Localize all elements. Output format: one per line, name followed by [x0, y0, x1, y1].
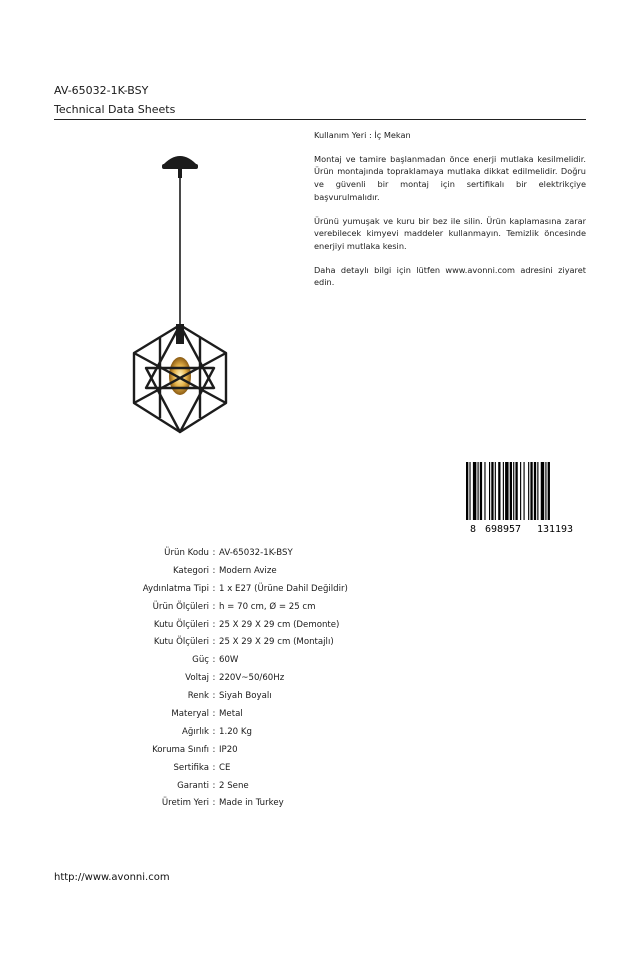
spec-value: AV-65032-1K-BSY	[219, 547, 293, 558]
spec-label: Güç	[192, 655, 209, 666]
spec-label: Ağırlık	[181, 726, 209, 737]
spec-row	[50, 777, 450, 795]
spec-separator: :	[212, 655, 216, 666]
spec-row	[50, 794, 450, 812]
spec-separator: :	[212, 708, 216, 719]
spec-value: 25 X 29 X 29 cm (Demonte)	[219, 619, 340, 630]
spec-separator: :	[212, 780, 216, 791]
spec-label: Aydınlatma Tipi	[142, 583, 209, 594]
barcode-bar	[515, 462, 517, 520]
spec-row	[50, 633, 450, 651]
spec-value: 1.20 Kg	[219, 726, 252, 737]
info-note: Daha detaylı bilgi için lütfen www.avonni.com adresini ziyaret edin.	[314, 264, 586, 288]
spec-value: 60W	[219, 655, 239, 666]
barcode-bar	[489, 462, 490, 520]
barcode-bar	[495, 462, 496, 520]
spec-separator: :	[212, 547, 216, 558]
spec-label: Renk	[187, 691, 209, 702]
barcode-bar	[484, 462, 485, 520]
barcode-bar	[530, 462, 532, 520]
barcode-bar	[469, 462, 470, 520]
barcode-bar	[498, 462, 500, 520]
spec-table	[50, 544, 450, 812]
spec-separator: :	[212, 619, 216, 630]
barcode-bar	[491, 462, 493, 520]
barcode-bar	[503, 462, 504, 520]
spec-row	[50, 669, 450, 687]
barcode-bar	[473, 462, 476, 520]
barcode-bar	[505, 462, 508, 520]
spec-value: Modern Avize	[219, 565, 277, 576]
barcode-bar	[520, 462, 521, 520]
spec-row	[50, 723, 450, 741]
spec-row	[50, 562, 450, 580]
spec-label: Koruma Sınıfı	[152, 744, 209, 755]
document-subtitle: Technical Data Sheets	[54, 103, 176, 116]
barcode-bar	[513, 462, 514, 520]
spec-row	[50, 651, 450, 669]
product-code-title: AV-65032-1K-BSY	[54, 84, 149, 97]
spec-label: Garanti	[177, 780, 209, 791]
spec-separator: :	[212, 565, 216, 576]
website-link[interactable]: http://www.avonni.com	[54, 872, 170, 883]
usage-location: Kullanım Yeri : İç Mekan	[314, 130, 411, 140]
spec-value: 1 x E27 (Ürüne Dahil Değildir)	[219, 583, 348, 594]
spec-value: 2 Sene	[219, 780, 249, 791]
spec-label: Ürün Kodu	[164, 547, 209, 558]
spec-row	[50, 616, 450, 634]
barcode-digits-right: 131193	[536, 524, 574, 534]
spec-row	[50, 705, 450, 723]
spec-separator: :	[212, 583, 216, 594]
spec-value: 25 X 29 X 29 cm (Montajlı)	[219, 637, 334, 648]
spec-separator: :	[212, 691, 216, 702]
spec-label: Kategori	[172, 565, 209, 576]
spec-value: Metal	[219, 708, 243, 719]
barcode-digit-first: 8	[470, 524, 477, 534]
usage-notes	[314, 129, 586, 289]
barcode-bar	[548, 462, 550, 520]
barcode-bar	[524, 462, 525, 520]
spec-label: Üretim Yeri	[161, 798, 209, 809]
barcode-digits-left: 698957	[484, 524, 522, 534]
spec-value: Made in Turkey	[219, 798, 284, 809]
spec-value: IP20	[219, 744, 238, 755]
barcode-bar	[510, 462, 512, 520]
spec-row	[50, 741, 450, 759]
barcode-bar	[466, 462, 468, 520]
spec-row	[50, 580, 450, 598]
spec-label: Ürün Ölçüleri	[152, 601, 209, 612]
spec-label: Kutu Ölçüleri	[153, 619, 209, 630]
spec-value: CE	[219, 762, 231, 773]
spec-label: Voltaj	[185, 673, 209, 684]
product-lamp-image	[120, 148, 240, 438]
spec-value: h = 70 cm, Ø = 25 cm	[219, 601, 316, 612]
product-barcode	[465, 462, 587, 534]
cleaning-note: Ürünü yumuşak ve kuru bir bez ile silin. Ürün kaplamasına zarar verebilecek kimyevi maddeler kullanmayın. Temizlik öncesinde enerjiyi mutlaka kesin.	[314, 215, 586, 251]
spec-label: Materyal	[171, 708, 209, 719]
spec-value: Siyah Boyalı	[219, 691, 272, 702]
barcode-bar	[541, 462, 544, 520]
barcode-bar	[537, 462, 538, 520]
spec-value: 220V~50/60Hz	[219, 673, 285, 684]
barcode-bar	[478, 462, 479, 520]
spec-separator: :	[212, 762, 216, 773]
spec-separator: :	[212, 601, 216, 612]
spec-separator: :	[212, 637, 216, 648]
spec-separator: :	[212, 673, 216, 684]
spec-row	[50, 598, 450, 616]
spec-separator: :	[212, 798, 216, 809]
spec-label: Sertifika	[173, 762, 209, 773]
barcode-bar	[480, 462, 482, 520]
safety-note: Montaj ve tamire başlanmadan önce enerji mutlaka kesilmelidir. Ürün montajında topraklamaya mutlaka dikkat edilmelidir. Doğru ve güvenli bir montaj için sertifikalı bir elektrikçiye başvurulmalıdır.	[314, 153, 586, 202]
spec-label: Kutu Ölçüleri	[153, 637, 209, 648]
spec-separator: :	[212, 726, 216, 737]
spec-separator: :	[212, 744, 216, 755]
barcode-bar	[534, 462, 536, 520]
header-divider	[54, 119, 586, 120]
barcode-bar	[528, 462, 529, 520]
spec-row	[50, 544, 450, 562]
spec-row	[50, 759, 450, 777]
barcode-bar	[545, 462, 546, 520]
spec-row	[50, 687, 450, 705]
